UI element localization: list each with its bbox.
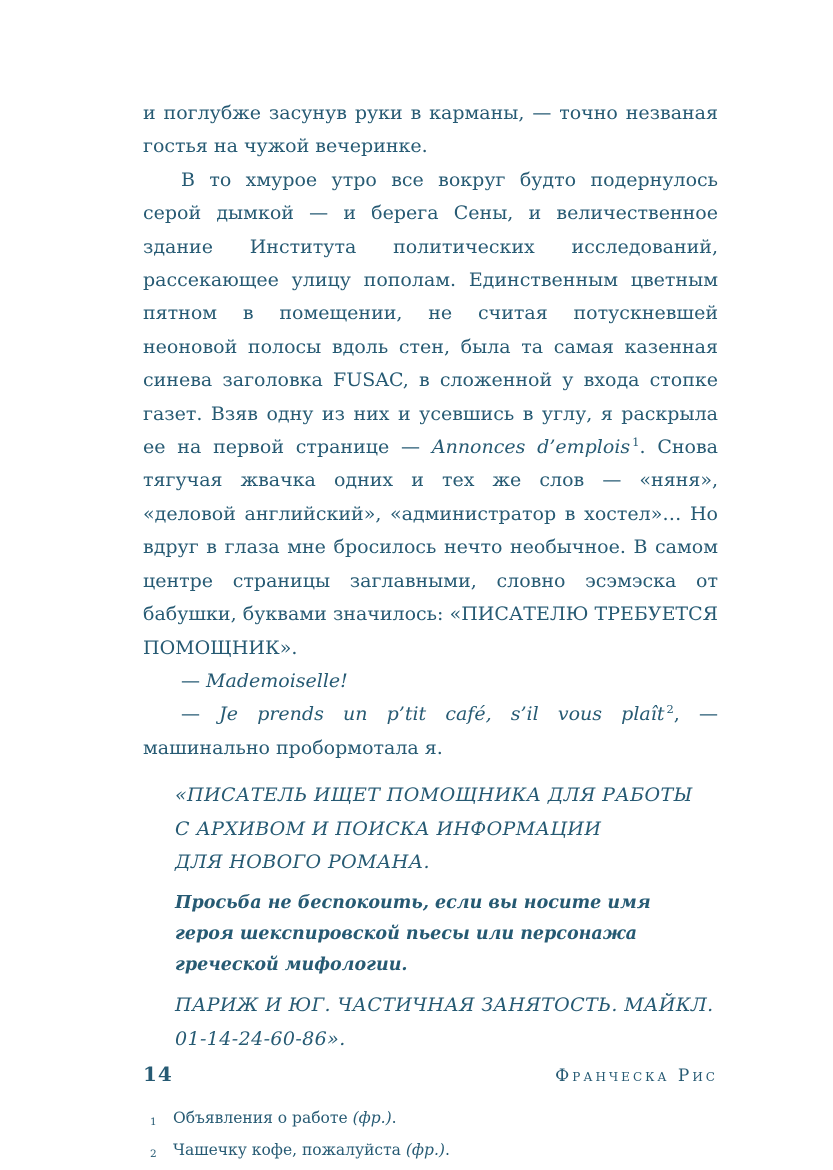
quote-caps-block-1 [175,779,718,879]
text-run: В то хмурое утро все вокруг будто подернулось серой дымкой — и берега Сены, и величественное здание Института политических исследований, рассекающее улицу пополам. Единственным цветным пятном в помещении, не считая потускневшей неоновой полосы вдоль стен, была та самая казенная синева заголовка FUSAC, в сложенной у входа стопке газет. Взяв одну из них и усевшись в углу, я раскрыла ее на первой странице — [143,168,718,459]
quote-line: С АРХИВОМ И ПОИСКА ИНФОРМАЦИИ [175,817,602,840]
italic-run: Mademoiselle! [206,669,348,692]
footnotes-block [143,1102,718,1166]
page-number: 14 [143,1062,173,1086]
footnote-text [173,1134,718,1166]
quote-line: «ПИСАТЕЛЬ ИЩЕТ ПОМОЩНИКА ДЛЯ РАБОТЫ [175,784,693,807]
text-run: — [181,669,207,692]
quote-line: ПАРИЖ И ЮГ. ЧАСТИЧНАЯ ЗАНЯТОСТЬ. МАЙКЛ. [175,994,714,1017]
italic-run: (фр.) [405,1141,445,1160]
footnote-ref-2: 2 [666,701,674,716]
job-ad-quote [175,779,718,1056]
footnote [143,1134,718,1166]
footnote-marker: 2 [150,1148,157,1161]
text-run: — [181,703,220,726]
quote-line: 01-14-24-60-86». [175,1027,346,1050]
text-run: Объявления о работе [173,1109,353,1128]
italic-run: (фр.) [352,1109,392,1128]
page-footer [143,1062,718,1086]
author-name: Франческа Рис [555,1066,718,1086]
paragraph-continuation: и поглубже засунув руки в карманы, — точно незваная гостья на чужой вечеринке. [143,102,718,158]
page-content [143,97,718,1166]
dialogue-line [143,665,718,698]
text-run: . Снова тягучая жвачка одних и тех же слов — «няня», «деловой английский», «администратор в хостел»… Но вдруг в глаза мне бросилось нечто необычное. В самом центре страницы заглавными, словно эсэмэска от бабушки, буквами значилось: «ПИСАТЕЛЮ ТРЕБУЕТСЯ ПОМОЩНИК». [143,436,719,659]
text-run: . [444,1141,450,1160]
footnote-ref-1: 1 [632,434,640,449]
dialogue-line [143,698,718,765]
paragraph [143,164,718,665]
italic-run: Je prends un p’tit café, s’il vous plaît [219,703,665,726]
quote-line: ДЛЯ НОВОГО РОМАНА. [175,850,430,873]
quote-note: Просьба не беспокоить, если вы носите имя героя шекспировской пьесы или персонажа греческой мифологии. [175,893,651,976]
footnote-text [173,1102,718,1134]
text-run: . [391,1109,397,1128]
text-run: , — машинально пробормотала я. [143,703,718,759]
footnote-marker: 1 [150,1116,157,1129]
italic-run: Annonces d’emplois [431,436,631,459]
footnote [143,1102,718,1134]
quote-caps-block-2 [175,989,718,1056]
text-run: Чашечку кофе, пожалуйста [173,1141,406,1160]
